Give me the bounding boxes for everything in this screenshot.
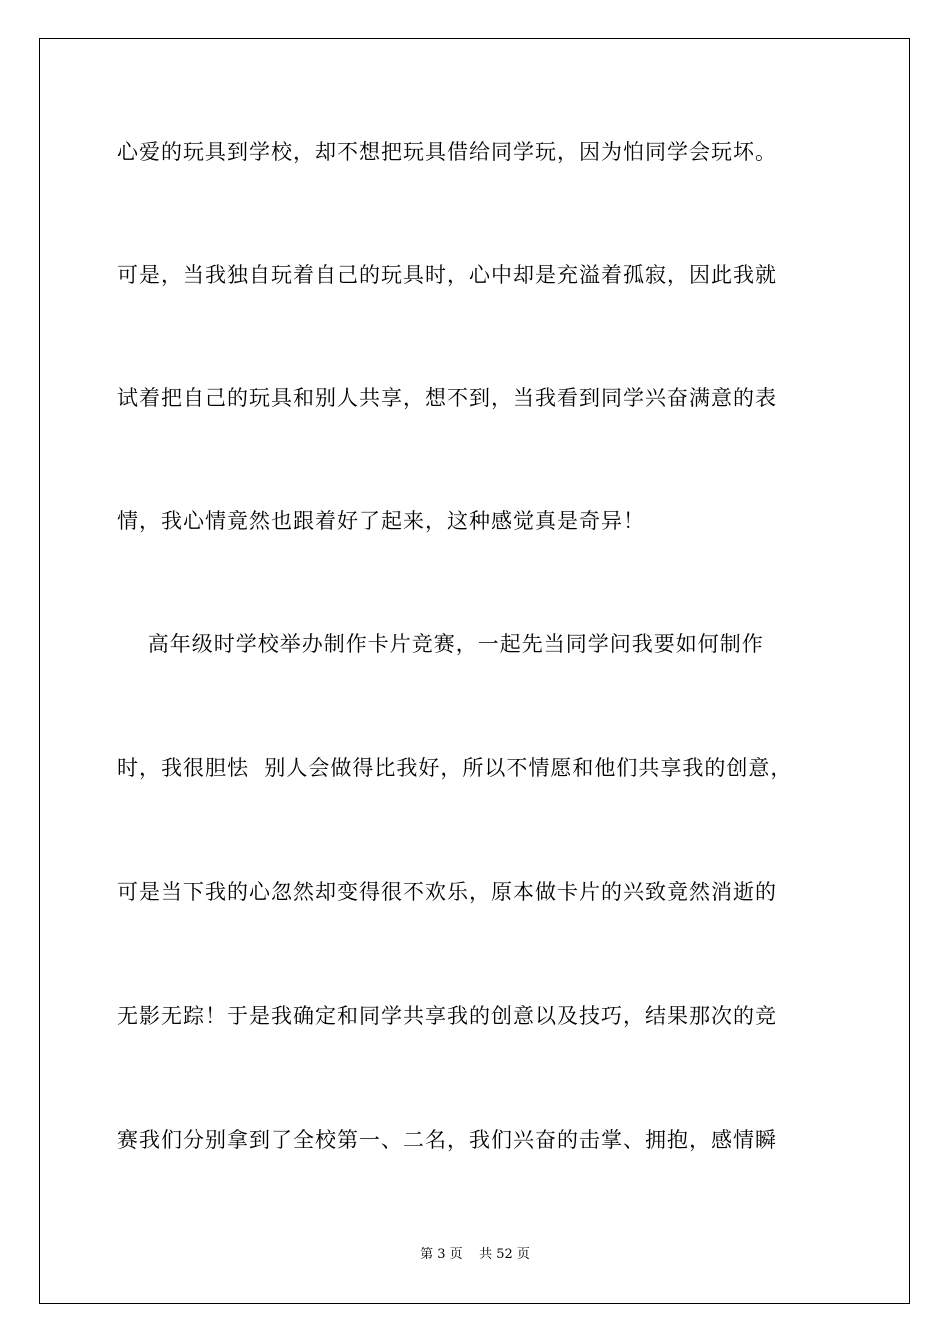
page-number-footer: 第 3 页 共 52 页 bbox=[420, 1247, 530, 1262]
paragraph-line: 试着把自己的玩具和别人共享，想不到，当我看到同学兴奋满意的表 bbox=[117, 386, 777, 410]
paragraph-line: 心爱的玩具到学校，却不想把玩具借给同学玩，因为怕同学会玩坏。 bbox=[117, 140, 777, 164]
paragraph-line: 时，我很胆怯 别人会做得比我好，所以不情愿和他们共享我的创意， bbox=[117, 756, 793, 780]
paragraph-line: 赛我们分别拿到了全校第一、二名，我们兴奋的击掌、拥抱，感情瞬 bbox=[117, 1128, 777, 1152]
paragraph-line: 可是，当我独自玩着自己的玩具时，心中却是充溢着孤寂，因此我就 bbox=[117, 263, 777, 287]
page-frame bbox=[39, 38, 910, 1304]
paragraph-line: 高年级时学校举办制作卡片竞赛，一起先当同学问我要如何制作 bbox=[117, 632, 764, 656]
paragraph-line: 可是当下我的心忽然却变得很不欢乐，原本做卡片的兴致竟然消逝的 bbox=[117, 880, 777, 904]
paragraph-line: 情，我心情竟然也跟着好了起来，这种感觉真是奇异！ bbox=[117, 509, 645, 533]
paragraph-line: 无影无踪！于是我确定和同学共享我的创意以及技巧，结果那次的竞 bbox=[117, 1004, 777, 1028]
